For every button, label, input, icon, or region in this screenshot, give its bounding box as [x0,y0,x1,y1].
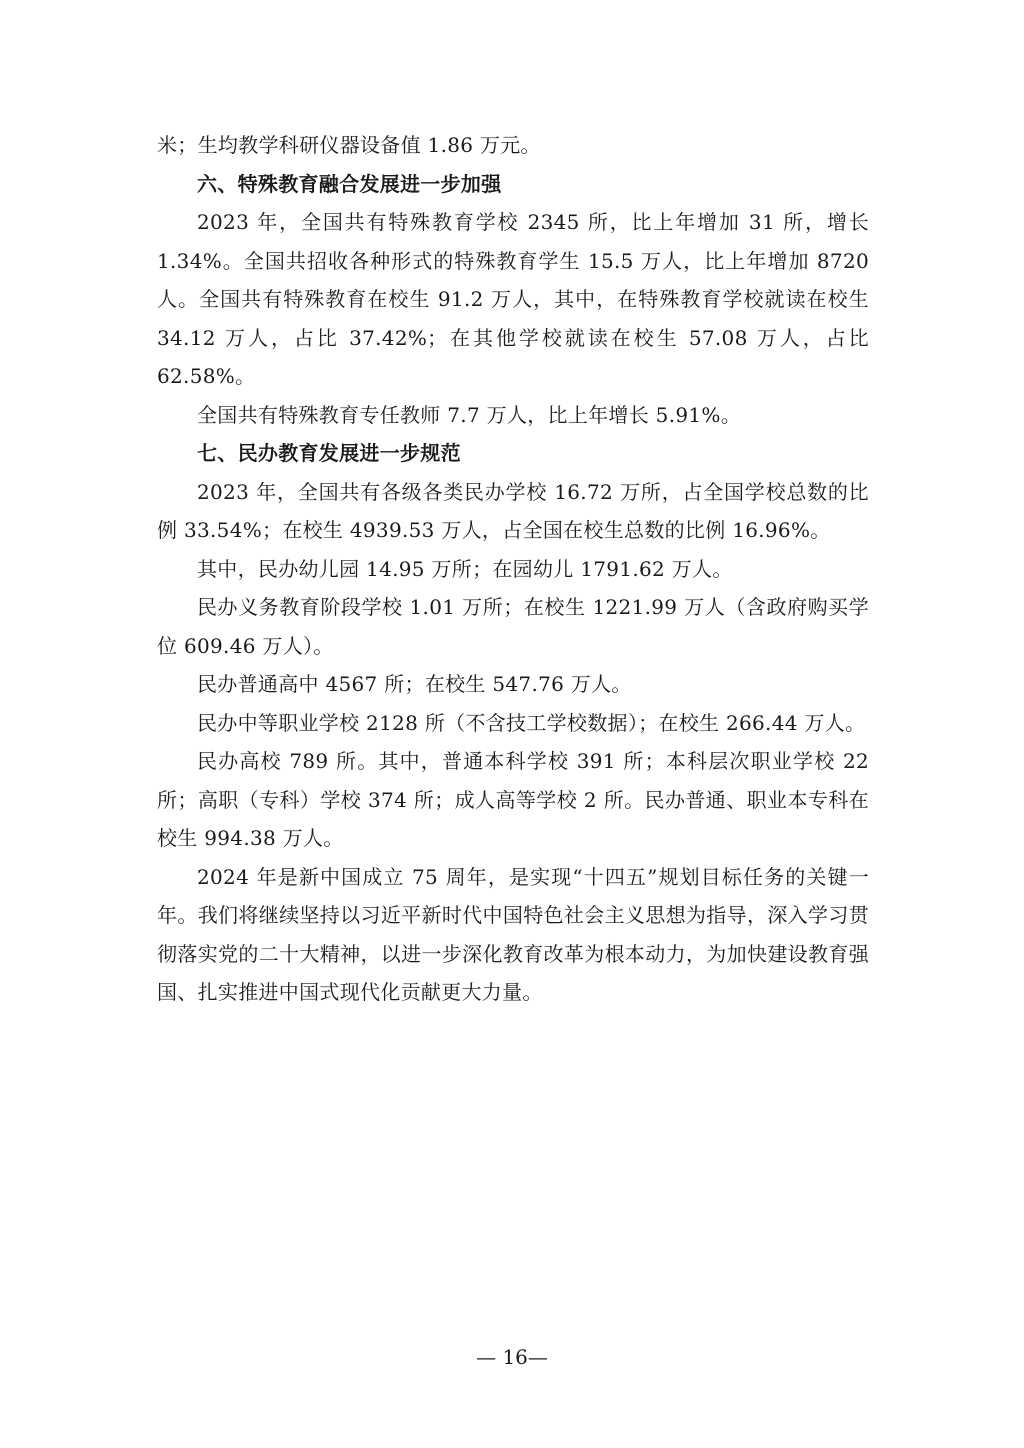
paragraph-private-compulsory: 民办义务教育阶段学校 1.01 万所；在校生 1221.99 万人（含政府购买学位 609.46 万人）。 [157,595,869,658]
document-body [157,126,869,1012]
section-heading-special-education: 六、特殊教育融合发展进一步加强 [197,171,502,196]
section-heading-private-education: 七、民办教育发展进一步规范 [197,441,461,465]
paragraph-private-vocational: 民办中等职业学校 2128 所（不含技工学校数据）；在校生 266.44 万人。 [197,710,866,735]
paragraph-special-education-schools: 2023 年，全国共有特殊教育学校 2345 所，比上年增加 31 所，增长 1.34%。全国共招收各种形式的特殊教育学生 15.5 万人，比上年增加 8720 人。全国共有特殊教育在校生 91.2 万人，其中，在特殊教育学校就读在校生 34.12 万人，占比 37.42%；在其他学校就读在校生 57.08 万人，占比 62.58%。 [157,210,869,388]
paragraph-private-schools-total: 2023 年，全国共有各级各类民办学校 16.72 万所，占全国学校总数的比例 33.54%；在校生 4939.53 万人，占全国在校生总数的比例 16.96%。 [157,479,869,542]
page-number: — 16— [476,1345,548,1369]
paragraph-special-education-teachers: 全国共有特殊教育专任教师 7.7 万人，比上年增长 5.91%。 [197,402,742,427]
paragraph-continued: 米；生均教学科研仪器设备值 1.86 万元。 [157,133,541,157]
paragraph-conclusion: 2024 年是新中国成立 75 周年，是实现“十四五”规划目标任务的关键一年。我们将继续坚持以习近平新时代中国特色社会主义思想为指导，深入学习贯彻落实党的二十大精神，以进一步深化教育改革为根本动力，为加快建设教育强国、扎实推进中国式现代化贡献更大力量。 [157,864,869,1004]
paragraph-private-kindergartens: 其中，民办幼儿园 14.95 万所；在园幼儿 1791.62 万人。 [197,556,733,581]
paragraph-private-high-schools: 民办普通高中 4567 所；在校生 547.76 万人。 [197,672,632,696]
paragraph-private-universities: 民办高校 789 所。其中，普通本科学校 391 所；本科层次职业学校 22 所；高职（专科）学校 374 所；成人高等学校 2 所。民办普通、职业本专科在校生 994.38 万人。 [157,749,869,850]
